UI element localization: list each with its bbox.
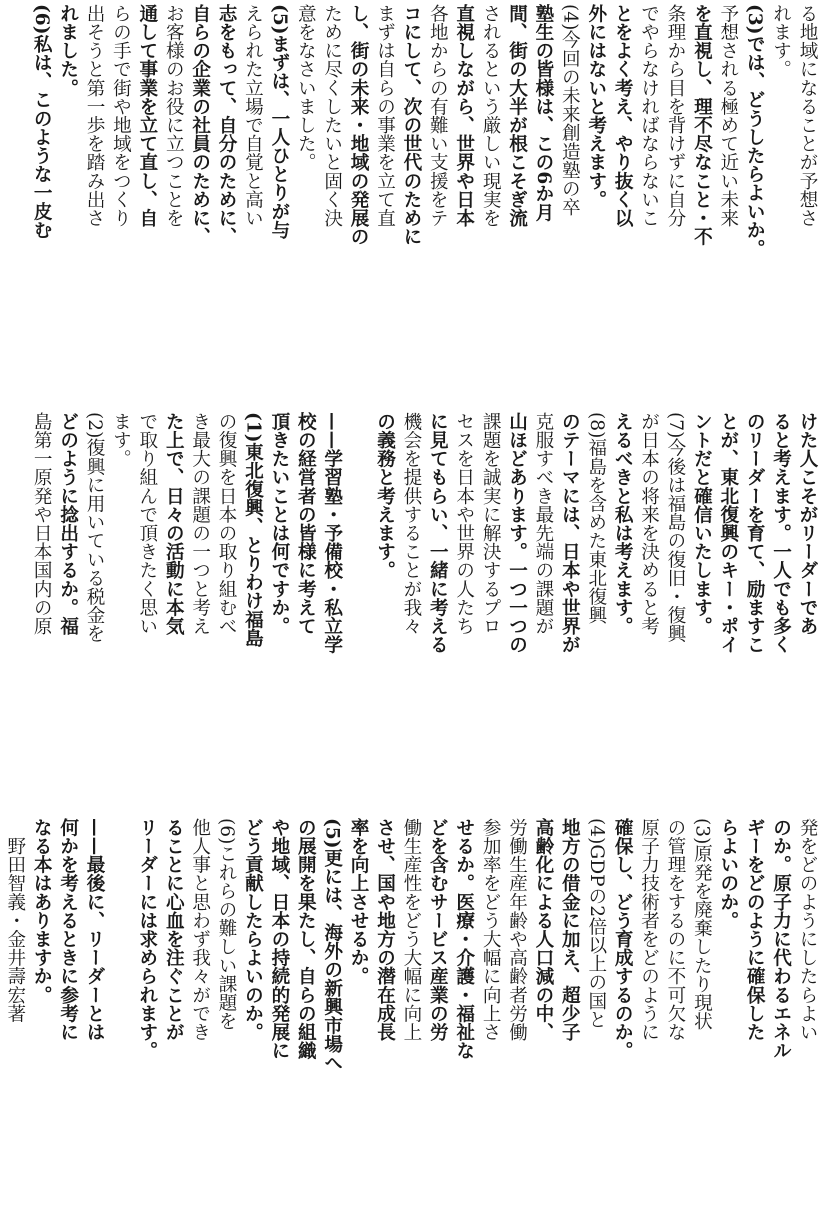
text-line: (3)では、どうしたらよいか。 <box>744 4 766 258</box>
text-line: る地域になることが予想さ <box>797 4 818 228</box>
text-line: 参加率をどう大幅に向上さ <box>480 818 502 1042</box>
text-line: 自らの企業の社員のために、 <box>189 4 211 246</box>
text-line: (5)更には、海外の新興市場へ <box>321 818 343 1072</box>
text-line: に見てもらい、一緒に考える <box>427 412 449 654</box>
text-line: 何かを考えるときに参考に <box>57 818 79 1042</box>
text-line: の義務と考えます。 <box>374 412 396 580</box>
text-column-tier-1 <box>8 4 820 392</box>
text-line: 地方の借金に加え、超少子 <box>559 818 581 1042</box>
text-line: 島第一原発や日本国内の原 <box>31 412 53 636</box>
text-line: 志をもって、自分のために、 <box>216 4 238 246</box>
text-line: 意をなさいました。 <box>295 4 317 172</box>
text-line: まずは自らの事業を立て直 <box>374 4 396 228</box>
text-line: き最大の課題の一つと考え <box>189 412 211 636</box>
text-line: 予想される極めて近い未来 <box>717 4 739 228</box>
text-line: れます。 <box>770 4 792 79</box>
text-line: 他人事と思わず我々ができ <box>189 818 211 1042</box>
text-line: 頂きたいことは何ですか。 <box>268 412 290 636</box>
tier-3 <box>4 818 820 1206</box>
text-line: 直視しながら、世界や日本 <box>453 4 475 228</box>
text-line: 山ほどあります。一つ一つの <box>506 412 528 654</box>
text-line: ると考えます。一人でも多く <box>770 412 792 654</box>
text-line: のテーマには、日本や世界が <box>559 412 581 654</box>
text-line: (1)東北復興、とりわけ福島 <box>242 412 264 648</box>
text-line <box>107 818 133 1206</box>
text-line: 原子力技術者をどのように <box>638 818 660 1042</box>
text-column-tier-3-right <box>4 818 820 1206</box>
text-line: れました。 <box>57 4 79 97</box>
text-line: (8)福島を含めた東北復興 <box>585 412 607 625</box>
text-line: た上で、日々の活動に本気 <box>163 412 185 636</box>
text-line: 確保し、どう育成するのか。 <box>612 818 634 1060</box>
text-line: 各地からの有難い支援をテ <box>427 4 449 228</box>
text-line: 働生産性をどう大幅に向上 <box>400 818 422 1042</box>
text-line: で取り組んで頂きたく思い <box>136 412 158 636</box>
text-line: のか。原子力に代わるエネル <box>770 818 792 1060</box>
text-line: 高齢化による人口減の中、 <box>532 818 554 1042</box>
text-line: されるという厳しい現実を <box>480 4 502 228</box>
text-line: 外にはないと考えます。 <box>585 4 607 209</box>
text-line: ます。 <box>110 412 132 468</box>
text-line: 塾生の皆様は、この6か月 <box>532 4 554 222</box>
text-line: の復興を日本の取り組むべ <box>216 412 238 636</box>
tier-1 <box>8 4 820 392</box>
text-line: とをよく考え、やり抜く以 <box>612 4 634 228</box>
text-line: 発をどのようにしたらよい <box>797 818 818 1042</box>
text-line: 労働生産年齢や高齢者労働 <box>506 818 528 1042</box>
text-line: えられた立場で自覚と高い <box>242 4 264 228</box>
text-line: (4)今回の未来創造塾の卒 <box>559 4 581 217</box>
text-line: 出そうと第一歩を踏み出さ <box>84 4 106 228</box>
text-line: 野田智義・金井壽宏著 <box>4 818 26 1023</box>
text-line: なる本はありますか。 <box>31 818 53 1004</box>
text-line: ——最後に、リーダーとは <box>84 818 106 1042</box>
text-line: (4)GDPの2倍以上の国と <box>585 818 607 1029</box>
text-line: 通して事業を立て直し、自 <box>136 4 158 228</box>
text-line: けた人こそがリーダーであ <box>797 412 818 636</box>
text-line: 条理から目を背けずに自分 <box>664 4 686 228</box>
text-line: でやらなければならないこ <box>638 4 660 228</box>
text-line: 課題を誠実に解決するプロ <box>480 412 502 636</box>
text-line: リーダーには求められます。 <box>136 818 158 1060</box>
text-line: えるべきと私は考えます。 <box>612 412 634 636</box>
text-line: らの手で街や地域をつくり <box>110 4 132 228</box>
text-line: らよいのか。 <box>717 818 739 930</box>
text-line: の管理をするのに不可欠な <box>664 818 686 1042</box>
text-line: コにして、次の世代のために <box>400 4 422 246</box>
text-line: のリーダーを育て、励ますこ <box>744 412 766 654</box>
text-line: ることに心血を注ぐことが <box>163 818 185 1042</box>
text-line: ギーをどのように確保した <box>744 818 766 1042</box>
text-line: 機会を提供することが我々 <box>400 412 422 636</box>
text-line: お客様のお役に立つことを <box>163 4 185 228</box>
text-line: の展開を果たし、自らの組織 <box>295 818 317 1060</box>
text-line <box>345 412 371 798</box>
text-line: を直視し、理不尽なこと・不 <box>691 4 713 246</box>
text-line: (5)まずは、一人ひとりが与 <box>268 4 290 240</box>
text-line: どう貢献したらよいのか。 <box>242 818 264 1042</box>
text-line: せるか。医療・介護・福祉な <box>453 818 475 1060</box>
text-line: 間、街の大半が根こそぎ流 <box>506 4 528 228</box>
text-line: し、街の未来・地域の発展の <box>348 4 370 246</box>
text-line: (2)復興に用いている税金を <box>84 412 106 643</box>
text-line: セスを日本や世界の人たち <box>453 412 475 636</box>
text-line: ントだと確信いたします。 <box>691 412 713 636</box>
text-line: ために尽くしたいと固く決 <box>321 4 343 228</box>
text-column-tier-2 <box>8 412 820 798</box>
text-line: ——学習塾・予備校・私立学 <box>321 412 343 654</box>
text-line: (6)私は、このような一皮む <box>31 4 53 240</box>
text-line: 率を向上させるか。 <box>348 818 370 986</box>
text-line: させ、国や地方の潜在成長 <box>374 818 396 1042</box>
text-line: (3)原発を廃棄したり現状 <box>691 818 713 1031</box>
text-line: とが、東北復興のキー・ポイ <box>717 412 739 654</box>
text-line: が日本の将来を決めると考 <box>638 412 660 636</box>
text-line: 校の経営者の皆様に考えて <box>295 412 317 636</box>
text-line: (6)これらの難しい課題を <box>216 818 238 1031</box>
text-line: 克服すべき最先端の課題が <box>532 412 554 636</box>
text-line: どのように捻出するか。福 <box>57 412 79 636</box>
text-line: (7)今後は福島の復旧・復興 <box>664 412 686 643</box>
text-line: や地域、日本の持続的発展に <box>268 818 290 1060</box>
text-line: どを含むサービス産業の労 <box>427 818 449 1042</box>
tier-2 <box>8 412 820 798</box>
